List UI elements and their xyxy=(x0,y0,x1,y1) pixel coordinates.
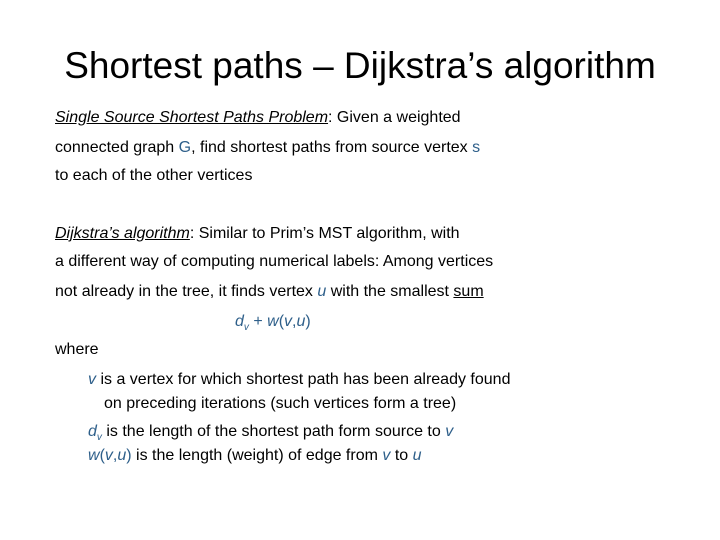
def-w-text-b: to xyxy=(390,447,413,464)
formula-d: d xyxy=(235,313,244,330)
problem-text-1: : Given a weighted xyxy=(328,109,461,126)
formula-plus: + xyxy=(248,313,268,330)
def-w-comma: , xyxy=(112,447,118,464)
dijkstra-text-3b: with the smallest xyxy=(326,283,454,300)
sum-word: sum xyxy=(453,283,484,300)
dijkstra-line-2: a different way of computing numerical labels: Among vertices xyxy=(55,253,494,270)
definition-v-continued: on preceding iterations (such vertices form a tree) xyxy=(104,395,457,412)
problem-text-2b: , find shortest paths from source vertex xyxy=(191,139,473,156)
definition-w xyxy=(88,446,422,466)
def-d-var: d xyxy=(88,423,97,440)
problem-text-2a: connected graph xyxy=(55,139,179,156)
dijkstra-text-3a: not already in the tree, it finds vertex xyxy=(55,283,318,300)
def-v-var: v xyxy=(88,371,96,388)
def-w-text-a: is the length (weight) of edge from xyxy=(131,447,383,464)
problem-term: Single Source Shortest Paths Problem xyxy=(55,109,329,126)
def-w-u: u xyxy=(117,447,127,464)
definition-v xyxy=(88,370,510,390)
graph-variable: G xyxy=(178,139,192,156)
def-w-var: w xyxy=(88,447,100,464)
def-w-u2: u xyxy=(412,447,422,464)
def-w-v2: v xyxy=(382,447,391,464)
formula-comma: , xyxy=(292,313,297,330)
dijkstra-line-1 xyxy=(55,224,460,244)
def-d-v: v xyxy=(445,423,454,440)
def-d-text: is the length of the shortest path form source to xyxy=(101,423,446,440)
dijkstra-text-1: : Similar to Prim’s MST algorithm, with xyxy=(189,225,460,242)
formula xyxy=(235,312,311,338)
vertex-u: u xyxy=(317,283,327,300)
def-w-open: ( xyxy=(99,447,105,464)
formula-w: w xyxy=(267,313,279,330)
formula-v: v xyxy=(284,313,293,330)
slide-title: Shortest paths – Dijkstra’s algorithm xyxy=(64,45,656,86)
formula-close: ) xyxy=(305,313,311,330)
def-d-sub: v xyxy=(96,432,102,443)
formula-open: ( xyxy=(278,313,285,330)
def-w-v: v xyxy=(104,447,113,464)
problem-line-3: to each of the other vertices xyxy=(55,167,253,184)
formula-d-sub: v xyxy=(243,322,249,333)
dijkstra-line-3 xyxy=(55,282,484,302)
where-label: where xyxy=(55,341,99,358)
problem-line-2 xyxy=(55,138,480,158)
problem-line-1 xyxy=(55,108,461,128)
def-v-text: is a vertex for which shortest path has been already found xyxy=(96,371,511,388)
source-variable: s xyxy=(472,139,481,156)
formula-u: u xyxy=(296,313,306,330)
dijkstra-term: Dijkstra’s algorithm xyxy=(55,225,190,242)
def-w-close: ) xyxy=(126,447,132,464)
definition-dv xyxy=(88,422,453,448)
